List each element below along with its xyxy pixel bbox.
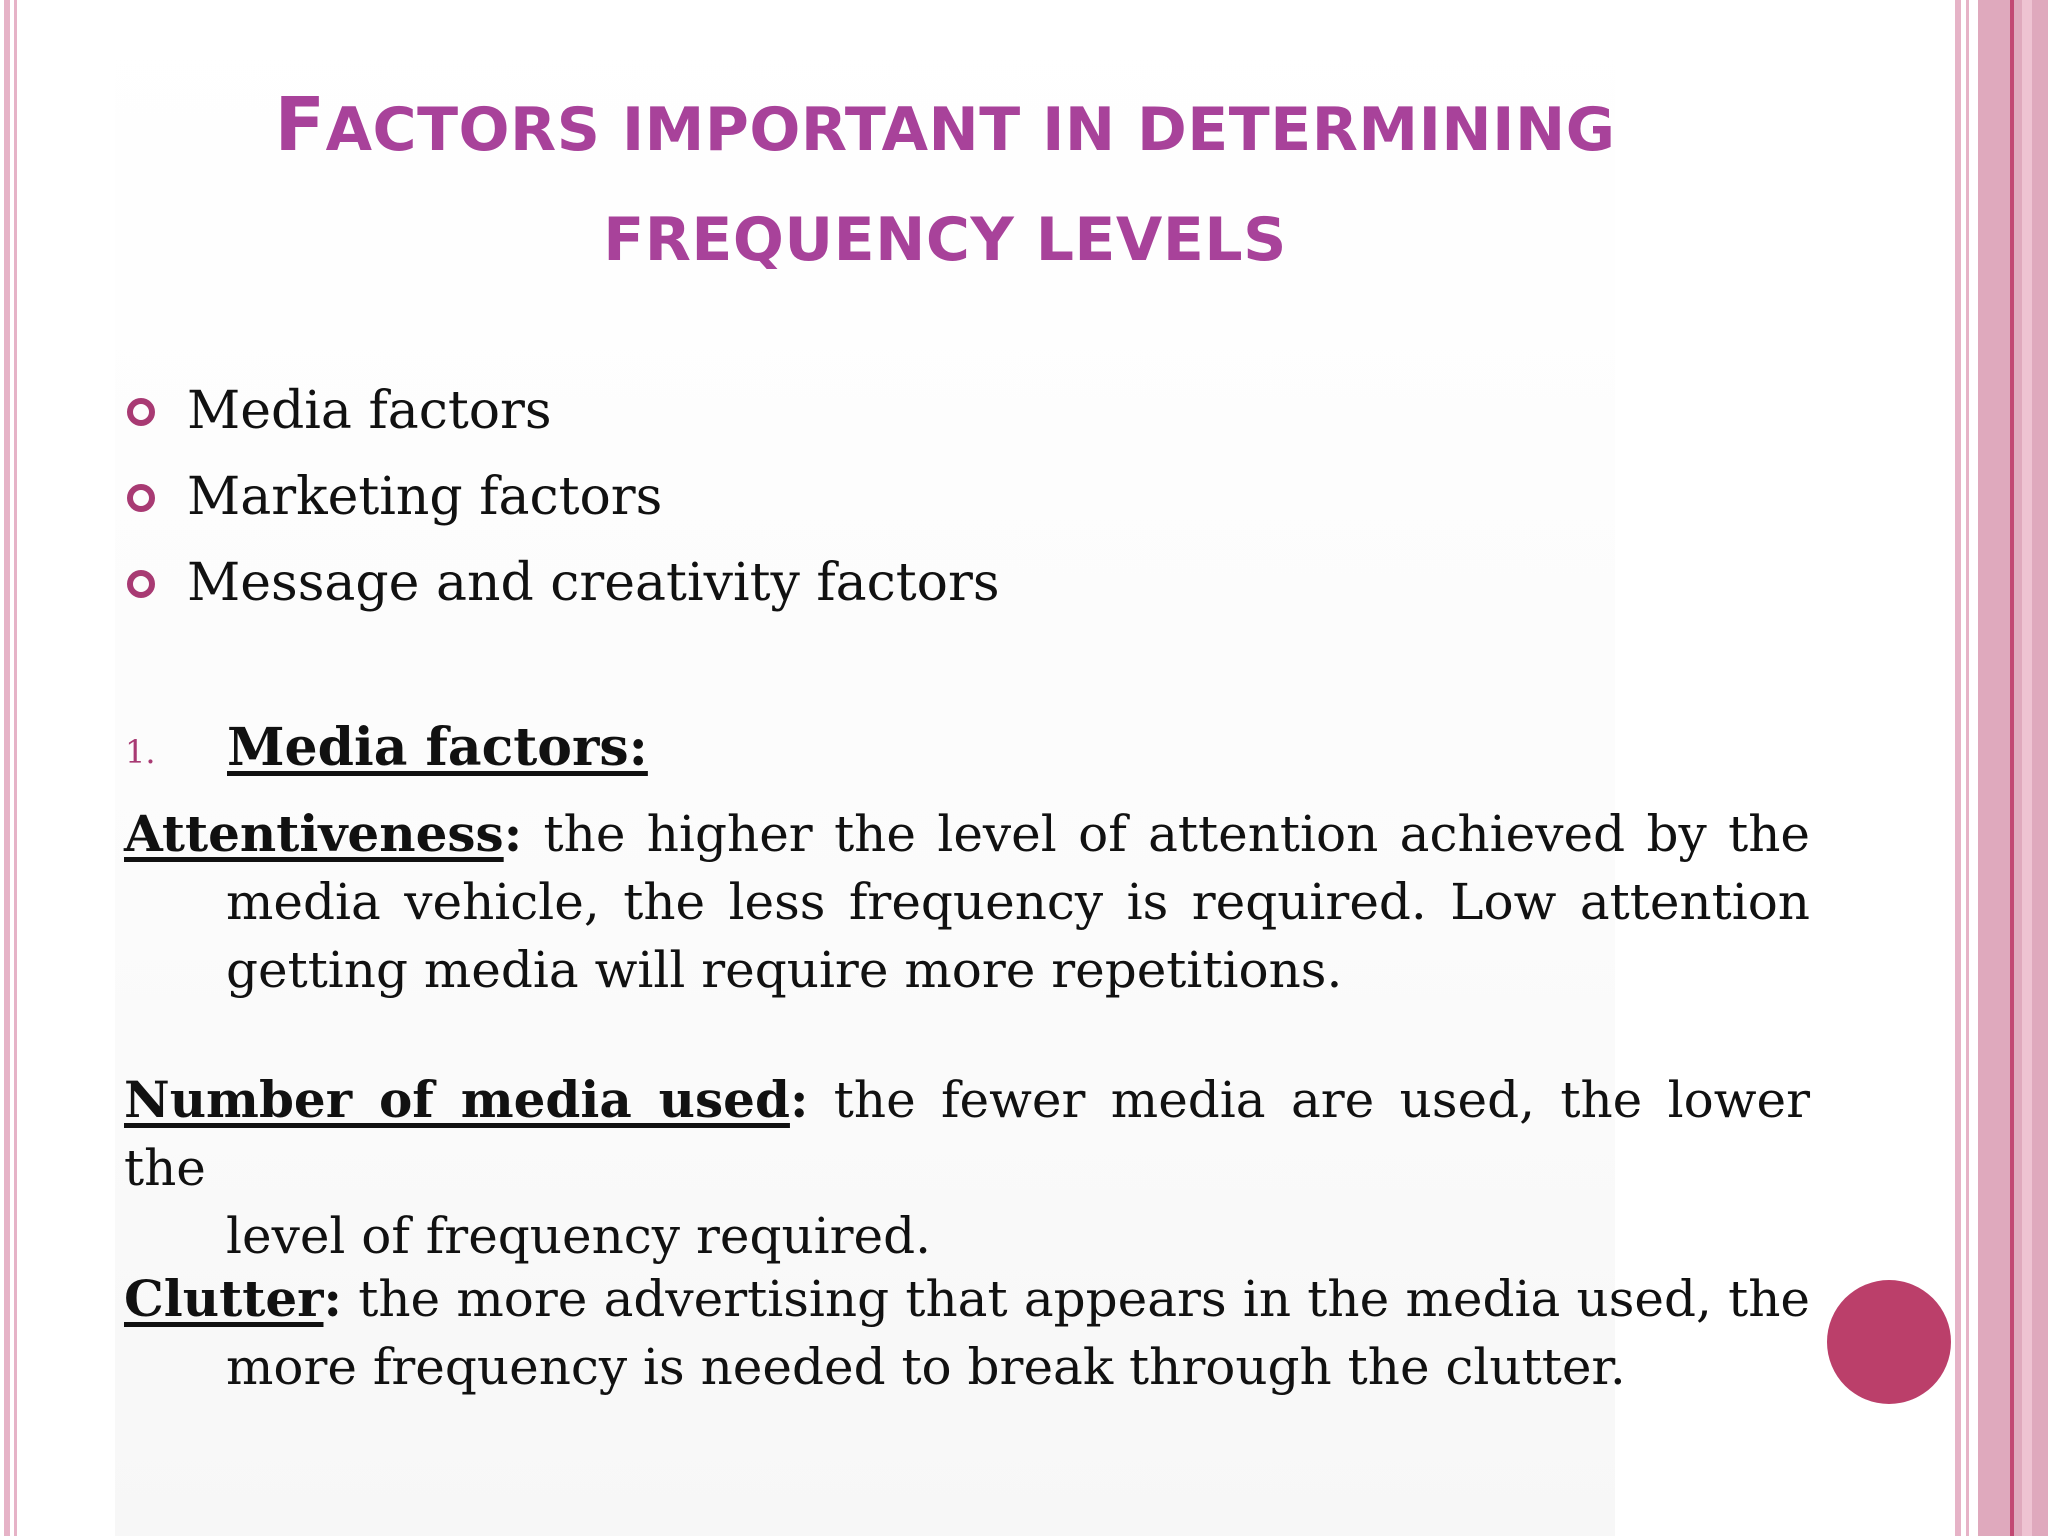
- section-number: 1.: [125, 732, 156, 771]
- paragraph-continuation: more frequency is needed to break through the clutter.: [226, 1338, 1626, 1396]
- slide-title: [150, 70, 1740, 295]
- right-band-accent-line: [2010, 0, 2014, 1536]
- title-line-2: FREQUENCY LEVELS: [603, 205, 1287, 275]
- right-border-line-thin: [1966, 0, 1969, 1536]
- bullet-item: [125, 368, 1000, 454]
- paragraph-first-line: [124, 1066, 1810, 1202]
- title-line-1-rest: ACTORS IMPORTANT IN DETERMINING: [325, 95, 1616, 165]
- paragraph-attentiveness: [124, 800, 1810, 1004]
- paragraph-term: Number of media used: [124, 1070, 790, 1129]
- ring-bullet-icon: [127, 570, 155, 598]
- left-border-line: [4, 0, 10, 1536]
- paragraph-first-line: [124, 800, 1810, 868]
- bullet-text: Message and creativity factors: [187, 553, 1000, 613]
- title-line-1: [150, 70, 1740, 185]
- ring-bullet-icon: [127, 398, 155, 426]
- paragraph-continuation: level of frequency required.: [226, 1207, 932, 1265]
- title-initial: F: [274, 82, 326, 168]
- paragraph-clutter: [124, 1265, 1810, 1401]
- paragraph-first-line: [124, 1265, 1810, 1333]
- right-border-line: [1955, 0, 1961, 1536]
- paragraph-line1-text: the more advertising that appears in the media used, the: [341, 1270, 1810, 1328]
- bullet-text: Marketing factors: [187, 467, 663, 527]
- bullet-text: Media factors: [187, 381, 552, 441]
- paragraph-term: Attentiveness: [124, 804, 504, 863]
- section-heading: [125, 710, 648, 790]
- paragraph-continuation: media vehicle, the less frequency is required. Low attention getting media will require more repetitions.: [226, 873, 1810, 999]
- paragraph-colon: :: [789, 1070, 809, 1129]
- paragraph-line1-text: the higher the level of attention achieved by the: [522, 805, 1810, 863]
- ring-bullet-icon: [127, 484, 155, 512]
- left-border-line-thin: [14, 0, 17, 1536]
- paragraph-colon: :: [323, 1269, 342, 1328]
- paragraph-term: Clutter: [124, 1269, 324, 1328]
- decorative-circle: [1827, 1280, 1951, 1404]
- right-band-light-stripe: [2022, 0, 2032, 1536]
- bullet-list: [125, 368, 1000, 626]
- bullet-item: [125, 454, 1000, 540]
- paragraph-line1-text: the fewer media are used, the lower the: [124, 1071, 1810, 1197]
- paragraph-colon: :: [503, 804, 523, 863]
- bullet-item: [125, 540, 1000, 626]
- section-title: Media factors:: [227, 717, 648, 778]
- paragraph-number-of-media: [124, 1066, 1810, 1270]
